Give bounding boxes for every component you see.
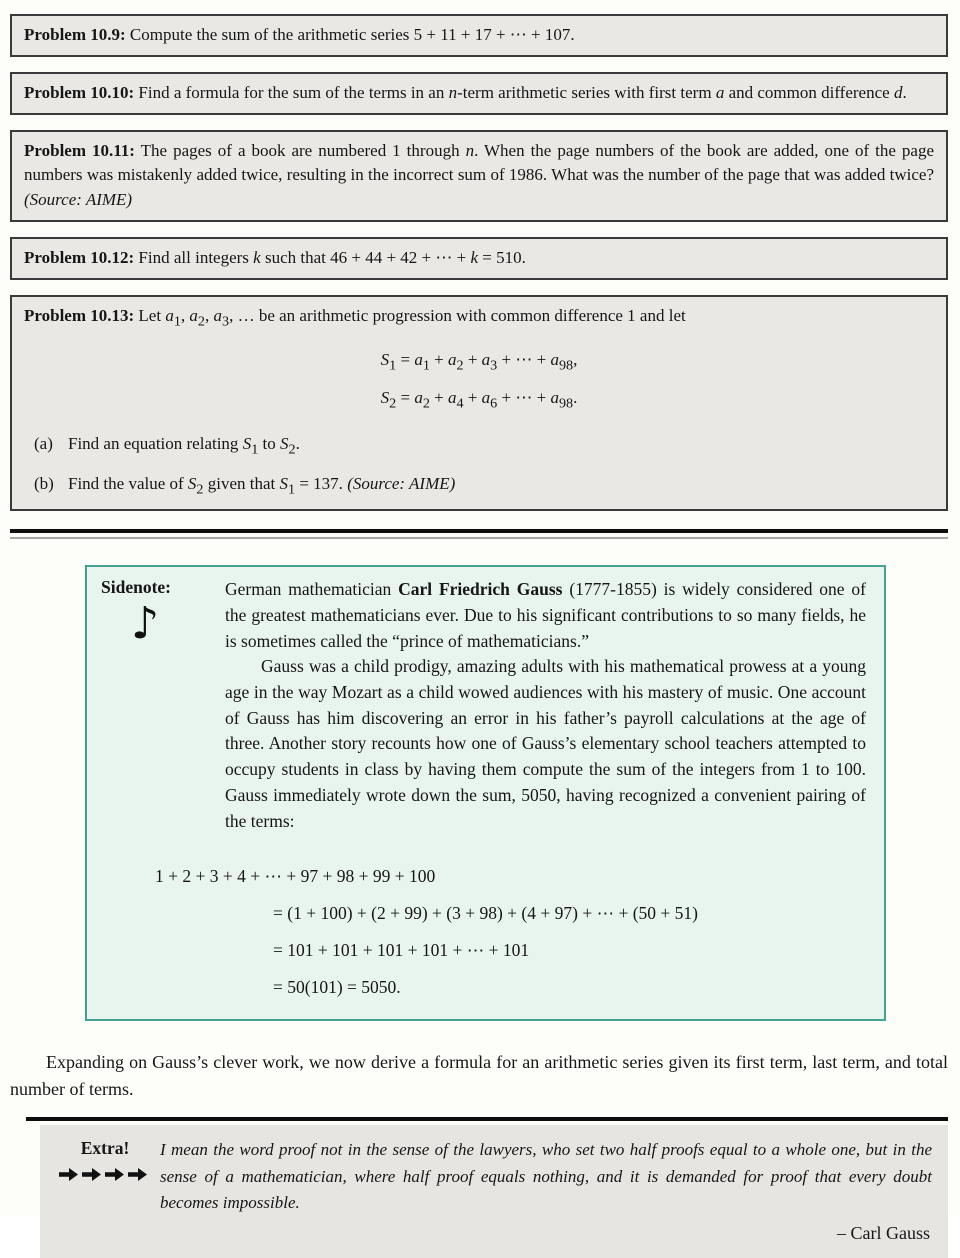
problem-box-10-11 [10, 130, 948, 221]
problem-label: Problem 10.13: [24, 305, 135, 325]
sidenote-paragraph-2: Gauss was a child prodigy, amazing adults with his mathematical prowess at a young age in the way Mozart as a child wowed audiences with his mastery of music. One account of Gauss has him discovering an error in his father’s payroll calculations at the age of three. Another story recounts how one of Gauss’s elementary school teachers attempted to occupy students in class by having them compute the sum of the integers from 1 to 100. Gauss immediately wrote down the sum, 5050, having recognized a convenient pairing of the terms: [225, 656, 866, 831]
extra-top-rule [26, 1117, 948, 1121]
problem-text [24, 304, 934, 332]
equation-s2: $S_2 = a_2 + a_4 + a_6$ + ⋯ + $a_{98}$. [380, 387, 578, 412]
problem-statement: Find a formula for the sum of the terms in an n-term arithmetic series with first term a and common difference d. [138, 83, 907, 103]
sidenote-body [225, 577, 870, 834]
problem-text [24, 23, 934, 47]
part-text: Find the value of $S_2$ given that $S_1 = 137$. (Source: AIME) [68, 473, 456, 498]
eighth-note-icon: ♪ [131, 598, 160, 650]
problem-label: Problem 10.12: [24, 247, 135, 267]
equation-s1: $S_1 = a_1 + a_2 + a_3$ + ⋯ + $a_{98}$, [380, 350, 578, 374]
problem-statement: Compute the sum of the arithmetic series 5 + 11 + 17 + ⋯ + 107. [129, 25, 575, 44]
math-line-4: = 50(101) = 5050. [273, 976, 401, 997]
extra-label-column [50, 1137, 160, 1248]
part-label: (b) [34, 473, 54, 493]
extra-quote-body [160, 1137, 938, 1248]
problem-part-a [34, 432, 934, 460]
problem-text [24, 246, 934, 270]
divider-thin-rule [10, 537, 948, 539]
problem-box-10-13 [10, 295, 948, 511]
math-line-1: 1 + 2 + 3 + 4 + ⋯ + 97 + 98 + 99 + 100 [155, 866, 436, 887]
problem-statement: The pages of a book are numbered 1 through n. When the page numbers of the book are added, one of the page numbers was mistakenly added twice, resulting in the incorrect sum of 1986. What was the number of the page that was added twice? (Source: AIME) [24, 141, 934, 209]
extra-box [40, 1125, 948, 1258]
problem-statement: Let $a_1$, $a_2$, $a_3$, … be an arithmetic progression with common difference 1 and let [138, 305, 686, 330]
sidenote-label: Sidenote: [101, 577, 171, 598]
quote-attribution: – Carl Gauss [837, 1223, 930, 1244]
problem-box-10-10 [10, 72, 948, 115]
divider-thick-rule [10, 529, 948, 533]
four-right-arrows-icon [50, 1168, 160, 1186]
sidenote-row [97, 577, 870, 834]
problem-box-10-9 [10, 14, 948, 57]
problem-text [24, 81, 934, 105]
equation-group [381, 343, 578, 418]
equation-block [24, 343, 934, 418]
problem-part-b [34, 472, 934, 500]
sidenote-paragraph-1: German mathematician Carl Friedrich Gauss (1777-1855) is widely considered one of the greatest mathematicians ever. Due to his significant contributions to so many fields, he is sometimes called the “prince of mathematicians.” [225, 579, 867, 651]
body-paragraph: Expanding on Gauss’s clever work, we now derive a formula for an arithmetic series given its first term, last term, and total number of terms. [10, 1052, 948, 1100]
math-line-3: = 101 + 101 + 101 + 101 + ⋯ + 101 [273, 939, 530, 960]
sidenote-label-column [97, 577, 225, 834]
math-line-2: = (1 + 100) + (2 + 99) + (3 + 98) + (4 + 97) + ⋯ + (50 + 51) [273, 903, 698, 924]
part-label: (a) [34, 434, 53, 454]
extra-label: Extra! [80, 1138, 130, 1159]
problem-label: Problem 10.11: [24, 141, 135, 161]
extra-quote: I mean the word proof not in the sense of the lawyers, who set two half proofs equal to a whole one, but in the sense of a mathematician, where half proof equals nothing, and it is demanded for proof that every doubt becomes impossible. [160, 1140, 932, 1212]
sidenote-box [85, 565, 886, 1021]
problem-label: Problem 10.10: [24, 83, 135, 103]
problem-text [24, 139, 934, 211]
section-divider [10, 529, 948, 539]
part-text: Find an equation relating $S_1$ to $S_2$. [68, 434, 300, 458]
gauss-sum-derivation [97, 858, 870, 1005]
problem-statement: Find all integers k such that 46 + 44 + 42 + ⋯ + k = 510. [138, 247, 526, 267]
problem-box-10-12 [10, 237, 948, 280]
problem-label: Problem 10.9: [24, 25, 126, 44]
